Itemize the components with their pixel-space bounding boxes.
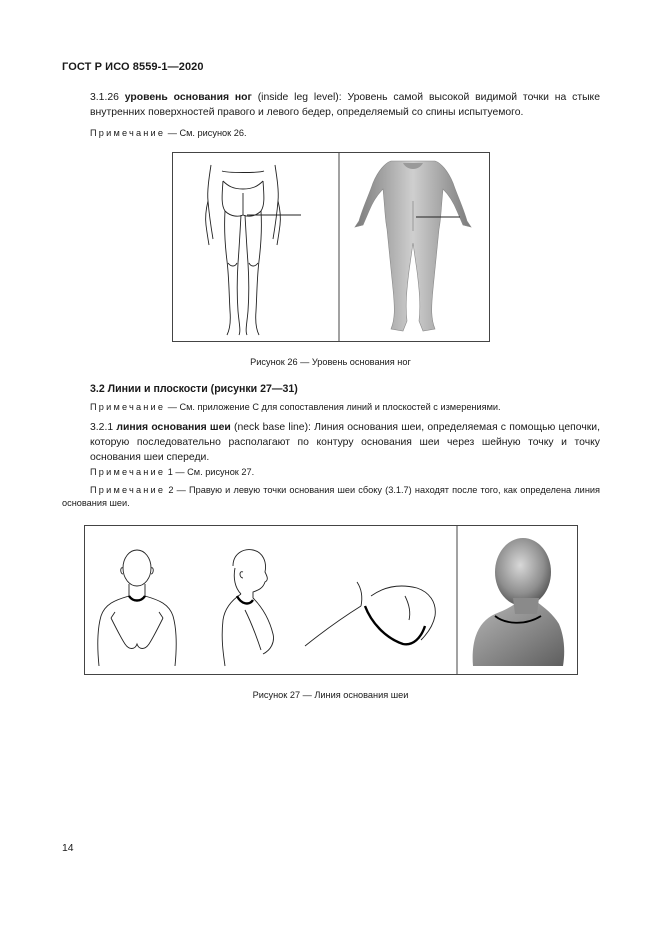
neck-scan-image bbox=[473, 538, 565, 666]
front-neck-chain bbox=[129, 596, 145, 601]
shoulder-neck-chain bbox=[365, 606, 425, 644]
figure-26-caption: Рисунок 26 — Уровень основания ног bbox=[250, 357, 411, 367]
note-label: Примечание bbox=[90, 402, 166, 412]
clause-number: 3.2.1 bbox=[90, 422, 114, 433]
note-label: Примечание bbox=[90, 128, 166, 138]
front-view-outline bbox=[98, 550, 177, 666]
note-1-figure-27 bbox=[90, 466, 254, 479]
clause-3-2-1 bbox=[62, 420, 600, 465]
note-text: 1 — См. рисунок 27. bbox=[165, 467, 255, 477]
side-neck-chain bbox=[237, 596, 253, 603]
standard-header: ГОСТ Р ИСО 8559-1—2020 bbox=[62, 61, 204, 73]
figure-27-caption: Рисунок 27 — Линия основания шеи bbox=[252, 690, 409, 700]
clause-3-1-26 bbox=[62, 90, 600, 120]
note-text: — См. рисунок 26. bbox=[165, 128, 247, 138]
note-figure-26 bbox=[90, 127, 247, 140]
back-view-scan bbox=[355, 161, 471, 331]
section-3-2-title: 3.2 Линии и плоскости (рисунки 27—31) bbox=[90, 383, 298, 395]
clause-term: уровень основания ног bbox=[124, 92, 252, 103]
note-text: 2 — Правую и левую точки основания шеи сбоку (3.1.7) находят после того, как определена линия основания шеи. bbox=[62, 485, 600, 508]
figure-26-illustration bbox=[173, 153, 489, 341]
note-annex-c bbox=[90, 401, 501, 414]
clause-text: (neck base line): Линия основания шеи, определяемая с помощью цепочки, которую последовательно располагают по контуру основания шеи через шейную точку и точку основания шеи спереди. bbox=[90, 422, 600, 463]
note-label: Примечание bbox=[90, 467, 166, 477]
note-2-side-points bbox=[62, 484, 600, 510]
shoulder-closeup-outline bbox=[305, 582, 435, 646]
clause-text: (inside leg level): Уровень самой высокой видимой точки на стыке внутренних поверхностей правого и левого бедер, определяемый со спины испытуемого. bbox=[90, 92, 600, 118]
figure-27 bbox=[84, 525, 578, 675]
side-view-outline bbox=[222, 550, 273, 666]
clause-term: линия основания шеи bbox=[116, 422, 231, 433]
note-label: Примечание bbox=[90, 485, 166, 495]
note-text: — См. приложение С для сопоставления линий и плоскостей с измерениями. bbox=[165, 402, 501, 412]
back-view-outline bbox=[206, 165, 281, 335]
clause-number: 3.1.26 bbox=[90, 92, 119, 103]
figure-27-illustration bbox=[85, 526, 577, 674]
page-number: 14 bbox=[62, 843, 74, 854]
figure-26 bbox=[172, 152, 490, 342]
